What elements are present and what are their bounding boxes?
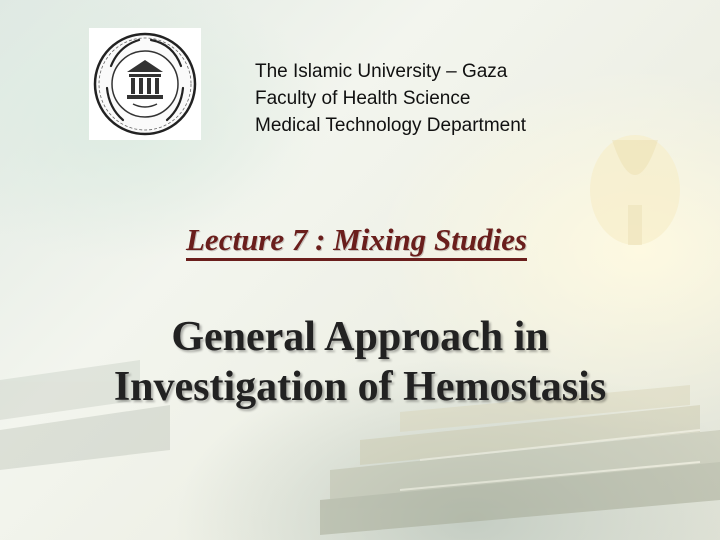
title-line-2: Investigation of Hemostasis xyxy=(113,364,607,410)
faculty-name: Faculty of Health Science xyxy=(255,88,471,109)
university-name: The Islamic University – Gaza xyxy=(255,61,508,82)
university-logo xyxy=(89,28,201,140)
institution-header xyxy=(255,58,526,139)
islamic-university-seal-icon xyxy=(89,28,201,140)
lecture-heading: Lecture 7 : Mixing Studies xyxy=(186,222,527,261)
slide-title xyxy=(0,312,720,412)
title-line-1: General Approach in xyxy=(171,314,549,360)
department-name: Medical Technology Department xyxy=(255,115,527,136)
